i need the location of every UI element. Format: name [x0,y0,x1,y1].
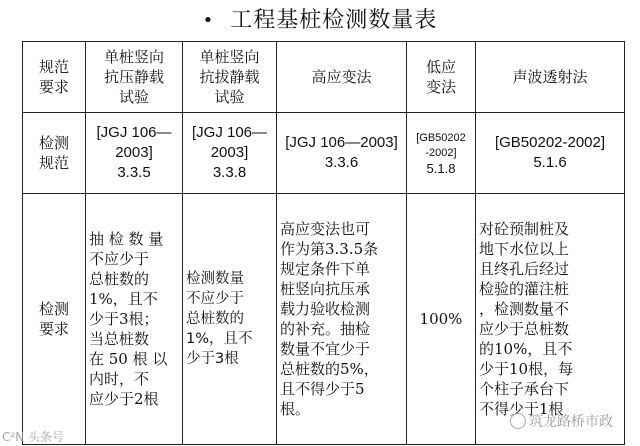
table-header-row [23,42,625,113]
code-cell-high-strain: [JGJ 106—2003] 3.3.6 [277,113,407,194]
req-cell-low-strain: 100% [407,194,476,445]
title-text: 工程基桩检测数量表 [230,8,438,33]
pile-inspection-table [22,41,625,445]
header-cell-spec-requirement: 规范 要求 [23,42,86,113]
req-cell-compression: 抽 检 数 量 不应少于 总桩数的 1%，且不 少于3根； 当总桩数 在 50 根 以 内时，不 应少于2根 [86,194,183,445]
table-row-spec-code [23,113,625,194]
code-cell-sonic: [GB50202-2002] 5.1.6 [476,113,625,194]
code-cell-compression: [JGJ 106— 2003] 3.3.5 [86,113,183,194]
row-label-requirement: 检测 要求 [23,194,86,445]
req-cell-sonic: 对砼预制桩及 地下水位以上 且终孔后经过 检验的灌注桩 ，检测数量不 应少于总桩数 的10%，且不 少于10根，每 个柱子承台下 不得少于1根 [476,194,625,445]
watermark-right-text: 筑龙路桥市政 [529,414,613,430]
header-cell-high-strain: 高应变法 [277,42,407,113]
row-label-spec-code: 检测 规范 [23,113,86,194]
header-cell-sonic-transmission: 声波透射法 [476,42,625,113]
header-cell-uplift-static-load: 单桩竖向 抗拔静载 试验 [183,42,277,113]
req-cell-uplift: 检测数量 不应少于 总桩数的 1%，且不 少于3根 [183,194,277,445]
watermark-left: C²N 头条号 [2,430,64,444]
req-cell-high-strain: 高应变法也可 作为第3.3.5条 规定条件下单 桩竖向抗压承 载力验收检测 的补充。抽检 数量不宜少于 总桩数的5%， 且不得少于5 根。 [277,194,407,445]
title-bullet: • [202,10,215,31]
header-cell-compression-static-load: 单桩竖向 抗压静载 试验 [86,42,183,113]
wechat-icon [510,413,526,429]
page-title [0,3,640,39]
table-row-requirement [23,194,625,445]
header-cell-low-strain: 低应 变法 [407,42,476,113]
code-cell-uplift: [JGJ 106— 2003] 3.3.8 [183,113,277,194]
watermark-right [510,411,613,431]
code-cell-low-strain: [GB50202 -2002] 5.1.8 [407,113,476,194]
